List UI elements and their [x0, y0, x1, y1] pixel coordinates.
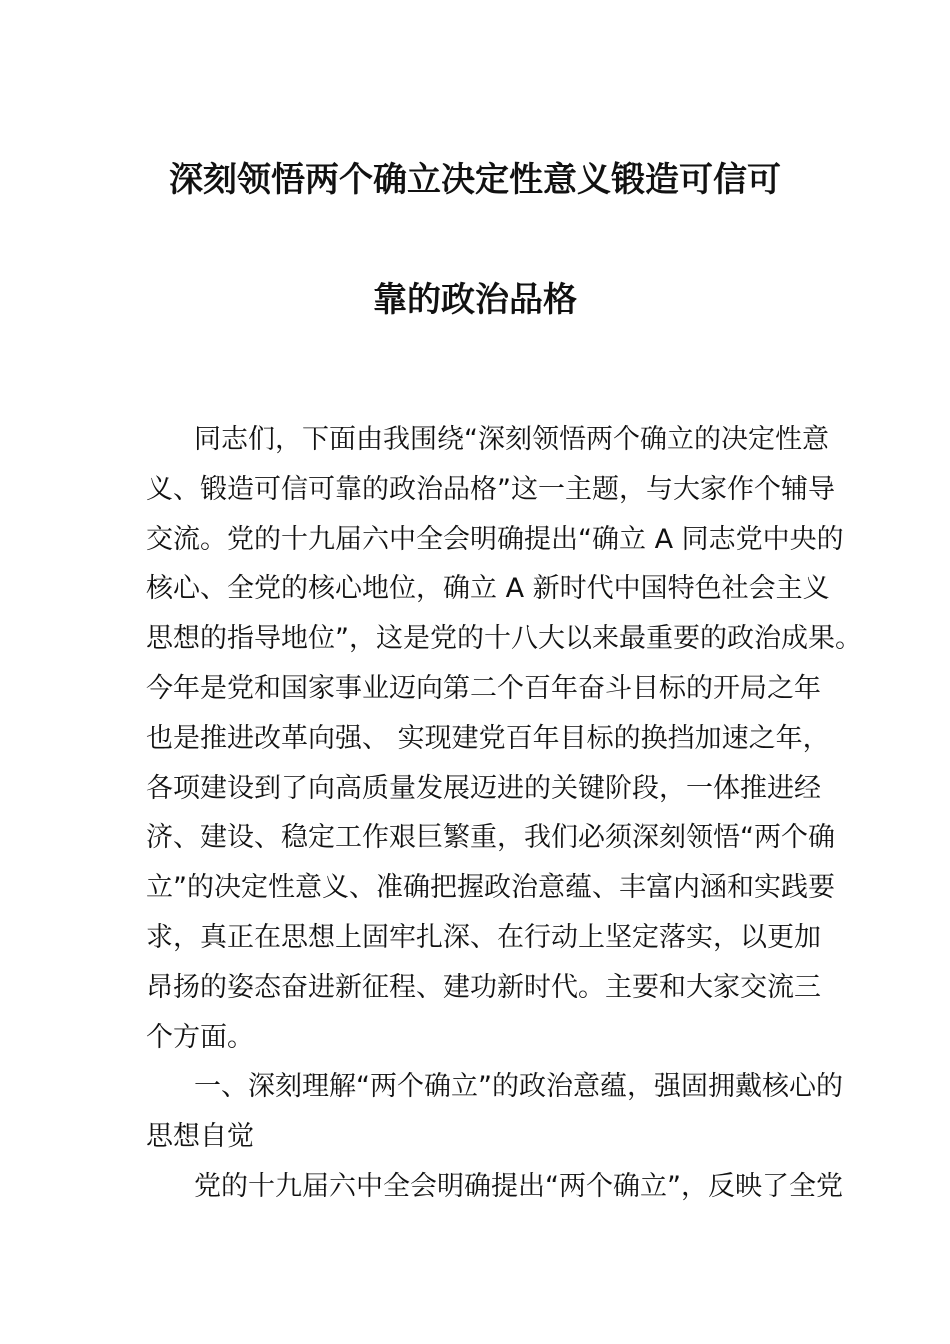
paragraph-line: 各项建设到了向高质量发展迈进的关键阶段，一体推进经	[146, 772, 821, 804]
paragraph-line: 交流。党的十九届六中全会明确提出“确立 A 同志党中央的	[146, 523, 844, 555]
paragraph-line: 核心、全党的核心地位，确立 A 新时代中国特色社会主义	[146, 573, 830, 605]
paragraph-line: 也是推进改革向强、 实现建党百年目标的换挡加速之年，	[146, 722, 830, 754]
paragraph-line: 立”的决定性意义、准确把握政治意蕴、丰富内涵和实践要	[146, 872, 835, 904]
paragraph-line: 济、建设、稳定工作艰巨繁重，我们必须深刻领悟“两个确	[146, 822, 835, 854]
paragraph-line: 党的十九届六中全会明确提出“两个确立”，反映了全党	[194, 1170, 843, 1202]
paragraph-line: 同志们，下面由我围绕“深刻领悟两个确立的决定性意	[194, 424, 829, 455]
paragraph-line: 思想的指导地位”，这是党的十八大以来最重要的政治成果。	[146, 623, 862, 655]
paragraph-line: 今年是党和国家事业迈向第二个百年奋斗目标的开局之年	[146, 672, 821, 704]
paragraph-line: 昂扬的姿态奋进新征程、建功新时代。主要和大家交流三	[146, 971, 821, 1003]
section-heading-line: 一、深刻理解“两个确立”的政治意蕴，强固拥戴核心的	[194, 1071, 843, 1103]
paragraph-line: 义、锻造可信可靠的政治品格”这一主题，与大家作个辅导	[146, 473, 835, 505]
document-title-line-1: 深刻领悟两个确立决定性意义锻造可信可	[169, 160, 781, 200]
paragraph-line: 求，真正在思想上固牢扎深、在行动上坚定落实，以更加	[146, 921, 821, 953]
document-title-line-2: 靠的政治品格	[373, 280, 577, 320]
section-heading-line: 思想自觉	[146, 1121, 254, 1153]
document-body	[146, 415, 862, 1212]
paragraph-line: 个方面。	[146, 1021, 254, 1053]
